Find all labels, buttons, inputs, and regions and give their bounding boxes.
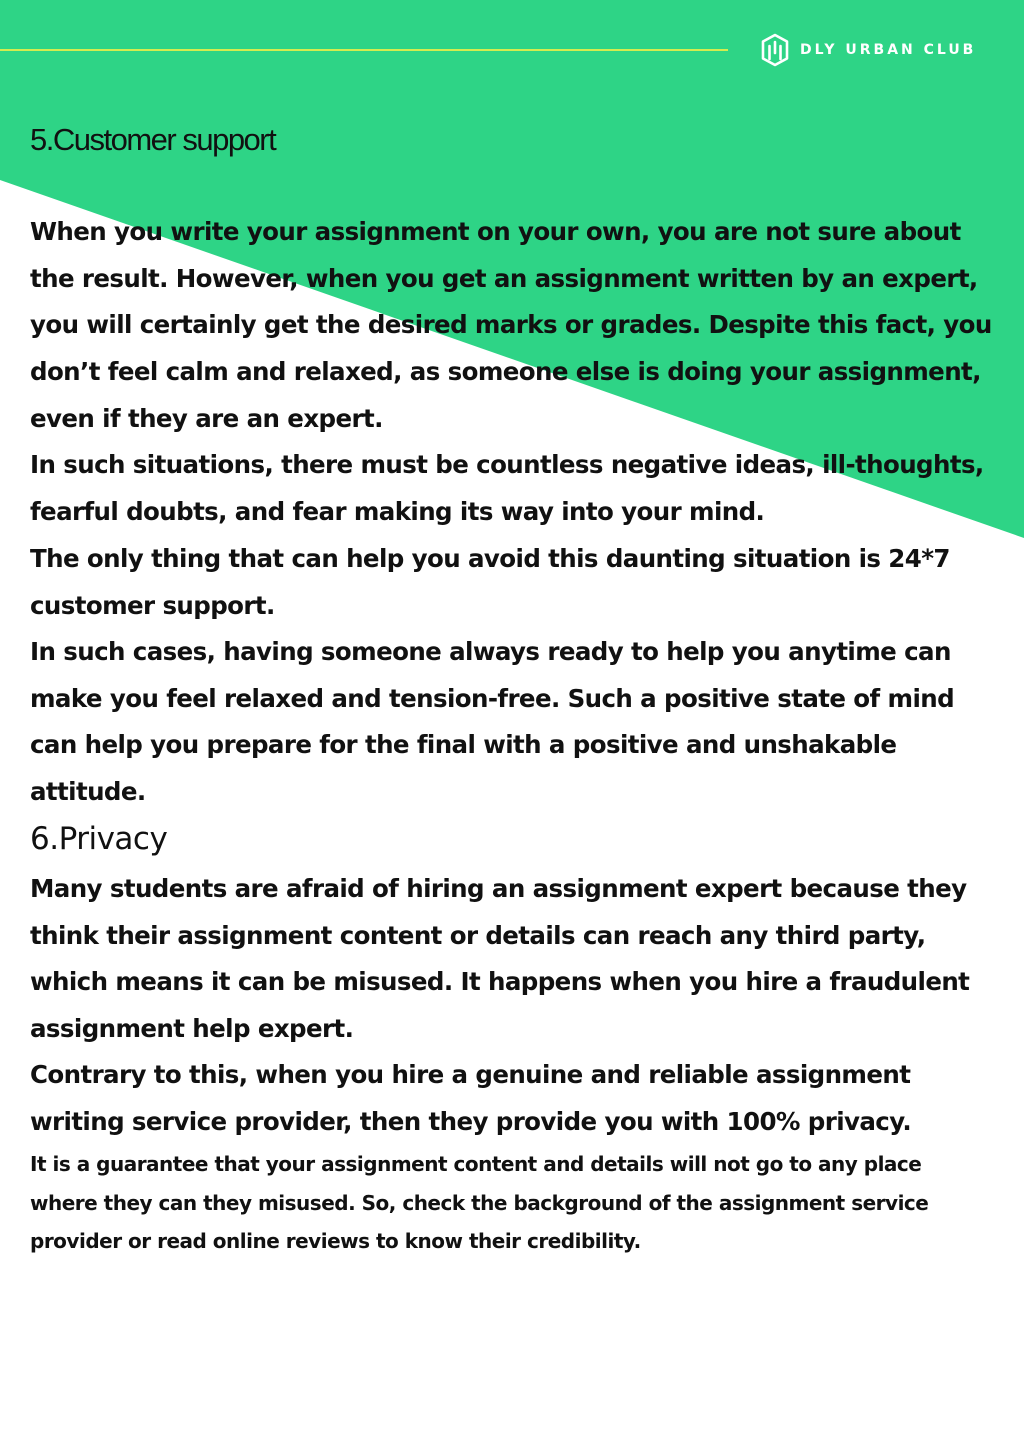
paragraph: The only thing that can help you avoid this daunting situation is 24*7 customer support. [30,544,950,620]
paragraph: When you write your assignment on your own, you are not sure about the result. However, when you get an assignment written by an expert, you will certainly get the desired marks or grades. Despite this fact, you don’t feel calm and relaxed, as someone else is doing your assignment, even if they are an expert. [30,217,992,433]
section-heading-privacy: 6.Privacy [30,821,168,857]
paragraph: Many students are afraid of hiring an assignment expert because they think their assignment content or details can reach any third party, which means it can be misused. It happens when you hire a fraudulent assignment help expert. [30,874,970,1044]
paragraph: Contrary to this, when you hire a genuine and reliable assignment writing service provider, then they provide you with 100% privacy. [30,1060,912,1136]
brand-logo-icon [760,33,790,67]
paragraph: In such cases, having someone always ready to help you anytime can make you feel relaxed and tension-free. Such a positive state of mind can help you prepare for the final with a positive and unshakable attitude. [30,637,955,807]
brand [760,33,976,67]
paragraph: It is a guarantee that your assignment content and details will not go to any place where they can they misused. So, check the background of the assignment service provider or read online reviews to know their credibility. [30,1152,929,1254]
brand-name: DLY URBAN CLUB [800,42,977,58]
paragraph: In such situations, there must be countless negative ideas, ill-thoughts, fearful doubts, and fear making its way into your mind. [30,450,984,526]
section-heading-customer-support: 5.Customer support [30,122,276,157]
header-divider-line [0,49,728,51]
